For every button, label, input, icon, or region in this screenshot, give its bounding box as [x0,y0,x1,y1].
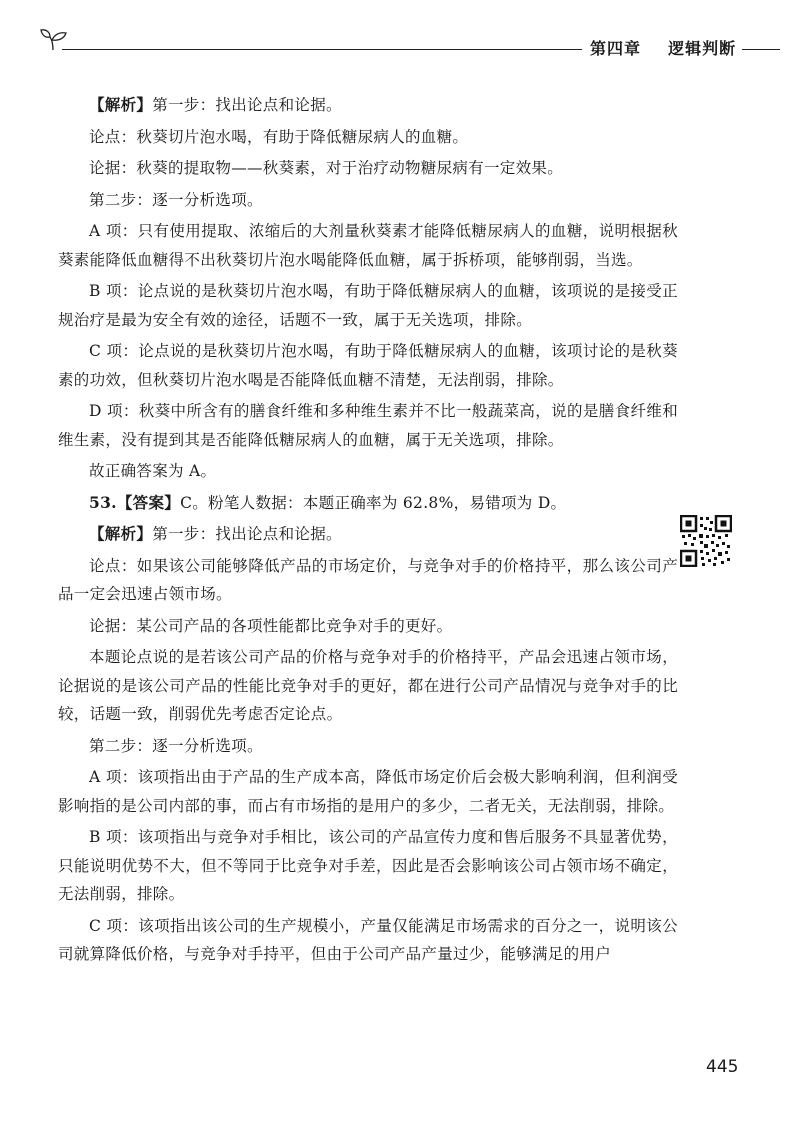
paragraph-text: 第一步：找出论点和论据。 [152,96,342,114]
paragraph-text: C。粉笔人数据：本题正确率为 62.8%，易错项为 D。 [180,493,567,512]
paragraph [58,552,678,609]
answer-explanation-body [58,88,678,969]
paragraph-text: C 项：该项指出该公司的生产规模小，产量仅能满足市场需求的百分之一，说明该公司就算降低价格，与竞争对手持平，但由于公司产品产量过少，能够满足的用户 [58,916,678,963]
paragraph [58,732,678,761]
paragraph [58,397,678,454]
paragraph [58,520,678,549]
paragraph-text: 第二步：逐一分析选项。 [89,736,263,755]
paragraph-text: 第二步：逐一分析选项。 [89,190,263,209]
paragraph [58,123,678,152]
page-number: 445 [706,1057,739,1077]
paragraph [58,91,678,120]
paragraph-text: 故正确答案为 A。 [89,462,217,480]
paragraph [58,823,678,909]
chapter-number: 第四章 [590,39,642,58]
label-bold: 【解析】 [89,95,153,114]
paragraph-text: C 项：论点说的是秋葵切片泡水喝，有助于降低糖尿病人的血糖，该项讨论的是秋葵素的功效，但秋葵切片泡水喝是否能降低血糖不清楚，无法削弱，排除。 [58,342,678,389]
paragraph [58,643,678,729]
paragraph-text: A 项：该项指出由于产品的生产成本高，降低市场定价后会极大影响利润，但利润受影响指的是公司内部的事，而占有市场指的是用户的多少，二者无关，无法削弱，排除。 [58,768,678,815]
paragraph-text: 论据：秋葵的提取物——秋葵素，对于治疗动物糖尿病有一定效果。 [89,159,564,177]
qr-code-icon[interactable] [680,515,732,567]
paragraph-text: 第一步：找出论点和论据。 [152,525,342,543]
paragraph [58,489,678,518]
paragraph [58,457,678,486]
label-bold: 【解析】 [89,524,153,543]
paragraph [58,186,678,215]
paragraph [58,337,678,394]
paragraph [58,763,678,820]
chapter-title [590,36,736,59]
paragraph-text: 论点：如果该公司能够降低产品的市场定价，与竞争对手的价格持平，那么该公司产品一定会迅速占领市场。 [58,556,678,603]
page-header [0,0,800,60]
paragraph-text: 本题论点说的是若该公司产品的价格与竞争对手的价格持平，产品会迅速占领市场，论据说的是该公司产品的性能比竞争对手的更好，都在进行公司产品情况与竞争对手的比较，话题一致，削弱优先考虑否定论点。 [58,648,678,723]
paragraph-text: A 项：只有使用提取、浓缩后的大剂量秋葵素才能降低糖尿病人的血糖，说明根据秋葵素能降低血糖得不出秋葵切片泡水喝能降低血糖，属于拆桥项，能够削弱，当选。 [58,222,678,269]
paragraph-text: 论点：秋葵切片泡水喝，有助于降低糖尿病人的血糖。 [89,127,469,146]
paragraph-text: B 项：论点说的是秋葵切片泡水喝，有助于降低糖尿病人的血糖，该项说的是接受正规治疗是最为安全有效的途径，话题不一致，属于无关选项，排除。 [58,282,678,329]
section-title: 逻辑判断 [668,39,737,58]
paragraph-text: 论据：某公司产品的各项性能都比竞争对手的更好。 [89,616,453,635]
paragraph [58,217,678,274]
paragraph [58,912,678,969]
paragraph-text: D 项：秋葵中所含有的膳食纤维和多种维生素并不比一般蔬菜高，说的是膳食纤维和维生素，没有提到其是否能降低糖尿病人的血糖，属于无关选项，排除。 [58,402,678,449]
paragraph [58,277,678,334]
header-rule-left [62,49,582,50]
answer-label: 53.【答案】 [89,492,181,512]
paragraph [58,154,678,183]
paragraph-text: B 项：该项指出与竞争对手相比，该公司的产品宣传力度和售后服务不具显著优势，只能说明优势不大，但不等同于比竞争对手差，因此是否会影响该公司占领市场不确定，无法削弱，排除。 [58,828,678,903]
header-rule-right [742,49,780,50]
paragraph [58,612,678,641]
